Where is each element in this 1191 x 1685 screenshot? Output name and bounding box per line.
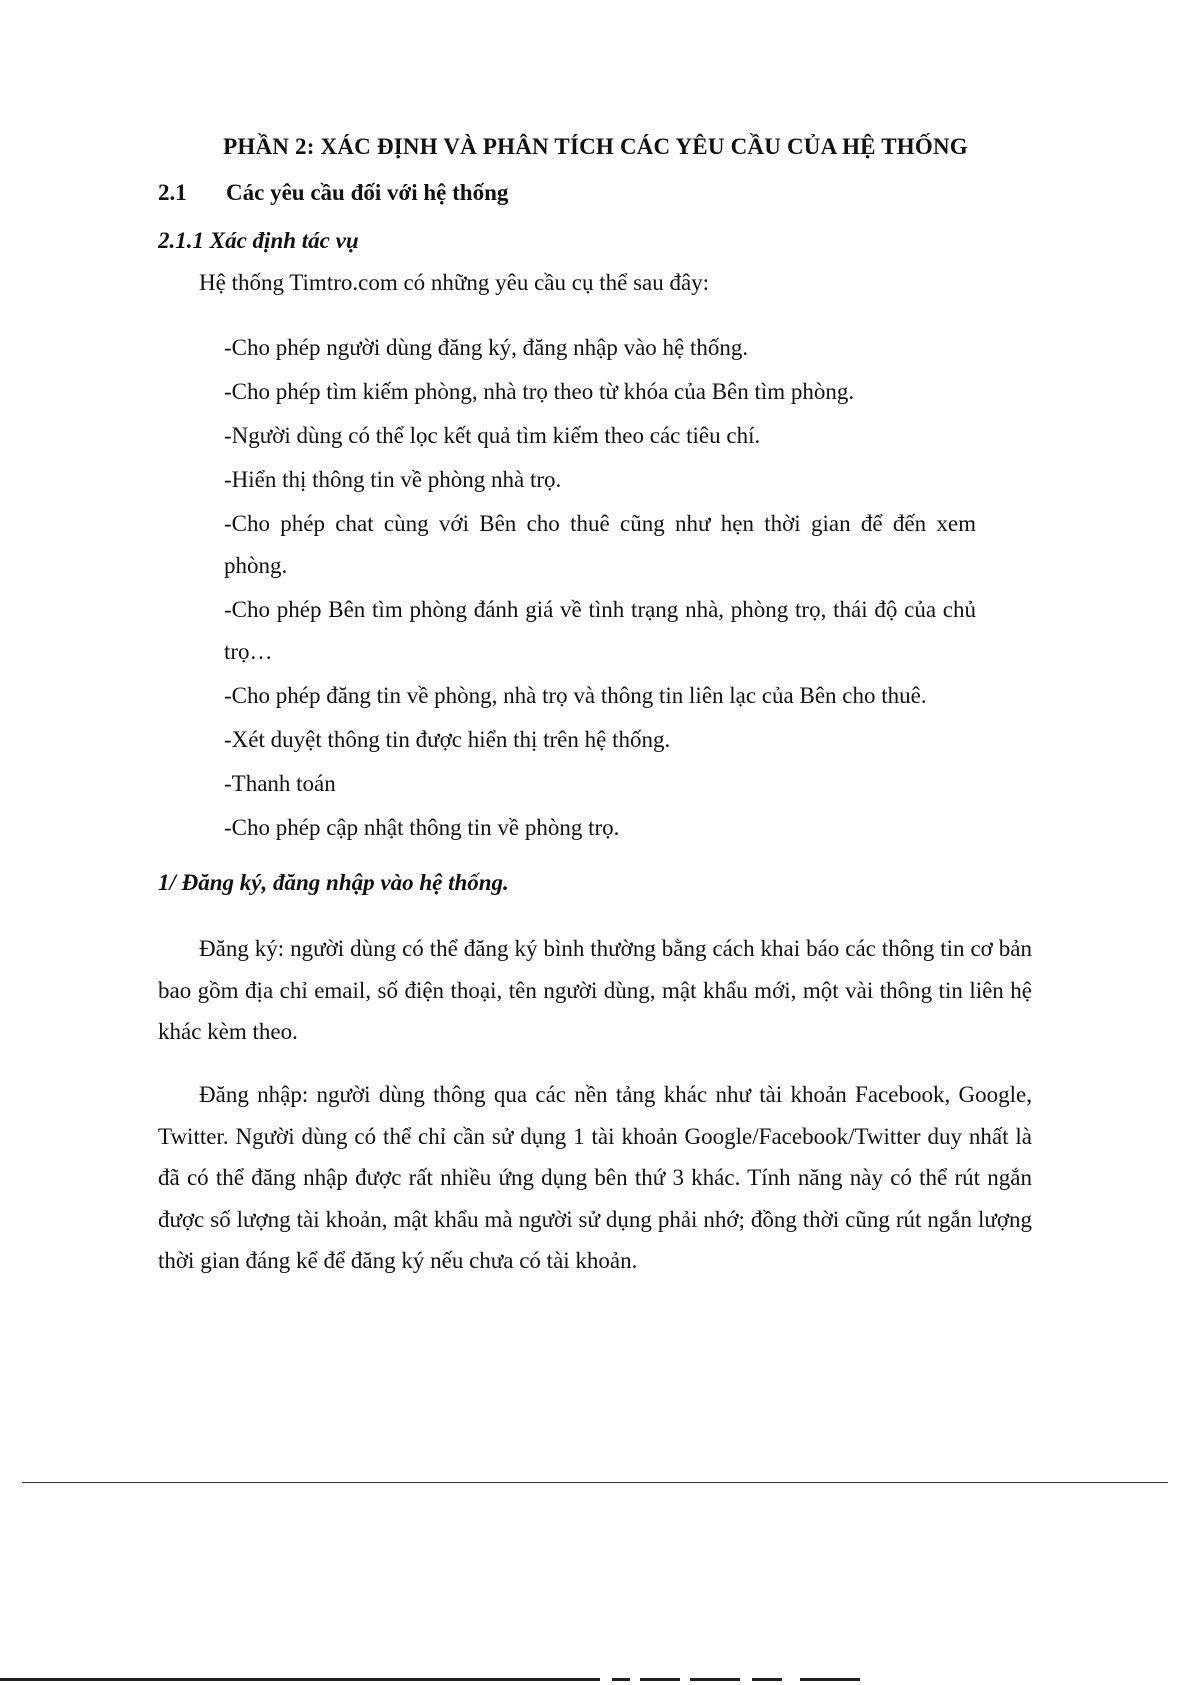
section-heading — [158, 180, 508, 206]
section-number: 2.1 — [158, 180, 187, 205]
feature-heading: 1/ Đăng ký, đăng nhập vào hệ thống. — [158, 870, 509, 895]
requirement-item: -Cho phép cập nhật thông tin về phòng trọ. — [224, 815, 620, 840]
requirement-item: -Cho phép chat cùng với Bên cho thuê cũng như hẹn thời gian để đến xem phòng. — [224, 511, 976, 578]
register-paragraph: Đăng ký: người dùng có thể đăng ký bình thường bằng cách khai báo các thông tin cơ bản bao gồm địa chỉ email, số điện thoại, tên người dùng, mật khẩu mới, một vài thông tin liên hệ khác kèm theo. — [158, 936, 1032, 1044]
requirements-list — [224, 327, 976, 851]
section-title: Các yêu cầu đối với hệ thống — [226, 180, 509, 205]
requirement-item: -Hiển thị thông tin về phòng nhà trọ. — [224, 467, 562, 492]
login-paragraph: Đăng nhập: người dùng thông qua các nền tảng khác như tài khoản Facebook, Google, Twitter. Người dùng có thể chỉ cần sử dụng 1 tài khoản Google/Facebook/Twitter duy nhất là đã có thể đăng nhập được rất nhiều ứng dụng bên thứ 3 khác. Tính năng này có thể rút ngắn được số lượng tài khoản, mật khẩu mà người sử dụng phải nhớ; đồng thời cũng rút ngắn lượng thời gian đáng kể để đăng ký nếu chưa có tài khoản. — [158, 1082, 1032, 1273]
part-title: PHẦN 2: XÁC ĐỊNH VÀ PHÂN TÍCH CÁC YÊU CẦU CỦA HỆ THỐNG — [223, 134, 968, 159]
requirement-item: -Cho phép tìm kiếm phòng, nhà trọ theo từ khóa của Bên tìm phòng. — [224, 379, 855, 404]
requirement-item: -Thanh toán — [224, 771, 336, 796]
requirement-item: -Cho phép người dùng đăng ký, đăng nhập vào hệ thống. — [224, 335, 749, 360]
subsection-heading: 2.1.1 Xác định tác vụ — [158, 228, 359, 253]
requirement-item: -Xét duyệt thông tin được hiển thị trên hệ thống. — [224, 727, 671, 752]
requirement-item: -Cho phép đăng tin về phòng, nhà trọ và thông tin liên lạc của Bên cho thuê. — [224, 683, 927, 708]
footer-divider — [22, 1482, 1168, 1483]
intro-text: Hệ thống Timtro.com có những yêu cầu cụ thể sau đây: — [199, 270, 710, 295]
requirement-item: -Cho phép Bên tìm phòng đánh giá về tình trạng nhà, phòng trọ, thái độ của chủ trọ… — [224, 597, 976, 664]
requirement-item: -Người dùng có thể lọc kết quả tìm kiếm theo các tiêu chí. — [224, 423, 761, 448]
scan-edge-artifact — [0, 1678, 1191, 1685]
